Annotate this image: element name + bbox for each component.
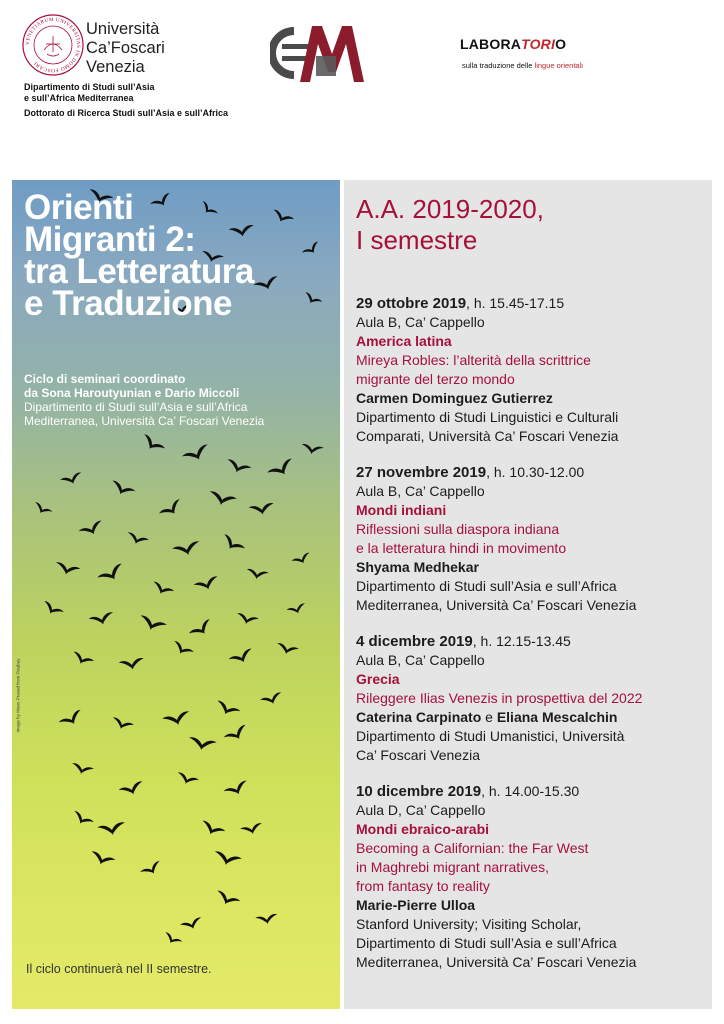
lab-sub-part2: lingue orientali bbox=[534, 61, 583, 70]
bird-silhouette bbox=[223, 780, 250, 800]
bird-silhouette bbox=[70, 763, 94, 777]
department-block bbox=[24, 82, 228, 119]
poster-title-line4: e Traduzione bbox=[24, 284, 232, 323]
cycle-line1: Ciclo di seminari coordinato bbox=[24, 372, 186, 386]
event-speaker-join: e bbox=[481, 709, 497, 725]
event-item bbox=[356, 463, 708, 615]
event-date: 10 dicembre 2019 bbox=[356, 783, 482, 800]
university-name-line2: Ca’Foscari bbox=[86, 39, 165, 57]
poster-description bbox=[24, 372, 264, 428]
bird-silhouette bbox=[275, 643, 299, 657]
bird-silhouette bbox=[60, 472, 84, 488]
event-topic-line: Riflessioni sulla diaspora indiana bbox=[356, 521, 560, 537]
poster-dept-line2: Mediterranea, Università Ca’ Foscari Venezia bbox=[24, 414, 265, 428]
event-affiliation-line: Mediterranea, Università Ca’ Foscari Venezia bbox=[356, 954, 637, 970]
bird-silhouette bbox=[88, 612, 115, 628]
bird-silhouette bbox=[219, 533, 245, 556]
event-affiliation-line: Comparati, Università Ca’ Foscari Venezia bbox=[356, 428, 619, 444]
department-line1: Dipartimento di Studi sull’Asia bbox=[24, 82, 155, 92]
laboratorio-subtitle bbox=[462, 61, 583, 70]
event-region: Grecia bbox=[356, 671, 400, 687]
event-speaker: Marie-Pierre Ulloa bbox=[356, 897, 476, 913]
bird-silhouette bbox=[140, 860, 164, 879]
university-name bbox=[86, 20, 165, 77]
bird-silhouette bbox=[212, 851, 242, 869]
bird-silhouette bbox=[119, 658, 146, 672]
bird-silhouette bbox=[109, 480, 136, 500]
event-speaker: Carmen Dominguez Gutierrez bbox=[356, 390, 553, 406]
poster-title-line3: tra Letteratura bbox=[24, 252, 254, 291]
doctorate-name: Dottorato di Ricerca Studi sull’Asia e sull’Africa bbox=[24, 108, 229, 118]
event-affiliation-line: Stanford University; Visiting Scholar, bbox=[356, 916, 582, 932]
bird-silhouette bbox=[189, 618, 215, 641]
bird-silhouette bbox=[159, 498, 185, 521]
event-list bbox=[356, 294, 708, 989]
bird-silhouette bbox=[58, 709, 85, 730]
poster-panel bbox=[12, 180, 340, 1009]
bird-silhouette bbox=[199, 820, 226, 840]
bird-silhouette bbox=[225, 459, 252, 477]
bird-silhouette bbox=[255, 913, 279, 926]
event-speaker: Shyama Medhekar bbox=[356, 559, 479, 575]
bird-silhouette bbox=[193, 576, 220, 594]
bird-silhouette bbox=[162, 711, 192, 729]
bird-silhouette bbox=[97, 563, 127, 586]
bird-silhouette bbox=[54, 562, 81, 578]
event-room: Aula D, Ca’ Cappello bbox=[356, 802, 486, 818]
lab-sub-part1: sulla traduzione delle bbox=[462, 61, 535, 70]
event-time: , h. 10.30-12.00 bbox=[486, 464, 585, 480]
event-item bbox=[356, 782, 708, 972]
bird-silhouette bbox=[182, 444, 212, 466]
bird-silhouette bbox=[32, 502, 53, 518]
event-topic-line: Mireya Robles: l’alterità della scrittrice bbox=[356, 352, 591, 368]
event-item bbox=[356, 294, 708, 446]
bird-silhouette bbox=[260, 692, 284, 708]
event-region: America latina bbox=[356, 333, 452, 349]
department-line2: e sull’Africa Mediterranea bbox=[24, 93, 134, 103]
bird-silhouette bbox=[150, 581, 174, 598]
bird-silhouette bbox=[245, 568, 269, 581]
bird-silhouette bbox=[70, 651, 94, 668]
event-room: Aula B, Ca’ Cappello bbox=[356, 314, 485, 330]
event-speaker: Caterina Carpinato bbox=[356, 709, 482, 725]
lab-word-part3: ORI bbox=[529, 36, 556, 52]
event-date: 4 dicembre 2019 bbox=[356, 633, 473, 650]
bird-silhouette bbox=[286, 603, 307, 617]
poster-title-line1: Orienti bbox=[24, 188, 134, 227]
seal-text: VENETIARUM UNIVERSITAS IN DOMO FOSCARI bbox=[24, 16, 82, 74]
bird-silhouette bbox=[97, 822, 126, 838]
bird-silhouette bbox=[235, 613, 259, 627]
event-date: 27 novembre 2019 bbox=[356, 464, 487, 481]
poster-dept-line1: Dipartimento di Studi sull’Asia e sull’Africa bbox=[24, 400, 248, 414]
event-affiliation-line: Dipartimento di Studi Linguistici e Culturali bbox=[356, 409, 619, 425]
event-affiliation-line: Dipartimento di Studi sull’Asia e sull’Africa bbox=[356, 578, 617, 594]
bird-silhouette bbox=[89, 851, 116, 869]
bird-silhouette bbox=[214, 700, 241, 720]
event-region: Mondi ebraico-arabi bbox=[356, 821, 490, 837]
bird-silhouette bbox=[139, 433, 165, 456]
bird-silhouette bbox=[175, 772, 199, 788]
academic-year-heading bbox=[356, 194, 544, 256]
bird-silhouette bbox=[172, 541, 202, 559]
academic-year-line2: I semestre bbox=[356, 225, 478, 255]
bird-silhouette bbox=[78, 520, 105, 540]
poster-title-line2: Migranti 2: bbox=[24, 220, 196, 259]
bird-silhouette bbox=[187, 737, 216, 753]
bird-silhouette bbox=[207, 491, 237, 509]
bird-silhouette bbox=[118, 781, 145, 799]
bird-silhouette bbox=[228, 648, 255, 668]
event-item bbox=[356, 632, 708, 765]
bird-silhouette bbox=[223, 724, 250, 745]
cycle-line2: da Sona Haroutyunian e Dario Miccoli bbox=[24, 386, 240, 400]
department-name bbox=[24, 82, 228, 104]
university-name-line1: Università bbox=[86, 20, 160, 38]
event-topic-line: Becoming a Californian: the Far West bbox=[356, 840, 589, 856]
event-date: 29 ottobre 2019 bbox=[356, 295, 467, 312]
academic-year-line1: A.A. 2019-2020, bbox=[356, 194, 544, 224]
lab-word-part1: LABORA bbox=[460, 36, 522, 52]
event-time: , h. 14.00-15.30 bbox=[481, 783, 580, 799]
university-name-line3: Venezia bbox=[86, 58, 145, 76]
schedule-panel bbox=[344, 180, 712, 1009]
bird-silhouette bbox=[180, 917, 204, 933]
poster-title bbox=[24, 188, 334, 323]
laboratorio-wordmark bbox=[460, 36, 566, 52]
event-topic-line: in Maghrebi migrant narratives, bbox=[356, 859, 549, 875]
continuation-note: Il ciclo continuerà nel II semestre. bbox=[26, 962, 212, 976]
bird-silhouette bbox=[137, 615, 167, 635]
bird-silhouette bbox=[249, 503, 276, 517]
lab-word-part4: O bbox=[555, 36, 567, 52]
event-topic-line: migrante del terzo mondo bbox=[356, 371, 515, 387]
event-speaker-2: Eliana Mescalchin bbox=[496, 709, 618, 725]
event-affiliation-line: Dipartimento di Studi sull’Asia e sull’Africa bbox=[356, 935, 617, 951]
event-room: Aula B, Ca’ Cappello bbox=[356, 483, 485, 499]
bird-silhouette bbox=[170, 640, 194, 659]
cem-logo bbox=[270, 22, 366, 84]
photo-credit: Image by Manu Prasad from Pixabay bbox=[15, 658, 21, 733]
laboratorio-logo bbox=[460, 36, 620, 76]
bird-silhouette bbox=[214, 890, 241, 910]
event-affiliation-line: Dipartimento di Studi Umanistici, Università bbox=[356, 728, 625, 744]
event-time: , h. 12.15-13.45 bbox=[472, 633, 571, 649]
lab-word-part2: T bbox=[521, 36, 530, 52]
event-topic-line: Rileggere Ilias Venezis in prospettiva del 2022 bbox=[356, 690, 643, 706]
event-time: , h. 15.45-17.15 bbox=[466, 295, 565, 311]
bird-silhouette bbox=[110, 717, 134, 733]
bird-silhouette bbox=[300, 443, 324, 456]
bird-silhouette bbox=[240, 823, 264, 837]
event-topic-line: e la letteratura hindi in movimento bbox=[356, 540, 567, 556]
bird-silhouette bbox=[40, 600, 64, 619]
university-seal-logo bbox=[22, 14, 84, 76]
event-region: Mondi indiani bbox=[356, 502, 447, 518]
bird-silhouette bbox=[70, 810, 94, 829]
bird-silhouette bbox=[162, 932, 183, 948]
bird-silhouette bbox=[125, 532, 149, 548]
event-room: Aula B, Ca’ Cappello bbox=[356, 652, 485, 668]
event-affiliation-line: Ca’ Foscari Venezia bbox=[356, 747, 480, 763]
event-topic-line: from fantasy to reality bbox=[356, 878, 490, 894]
bird-silhouette bbox=[291, 552, 312, 567]
event-affiliation-line: Mediterranea, Università Ca’ Foscari Venezia bbox=[356, 597, 637, 613]
bird-silhouette bbox=[267, 458, 297, 481]
